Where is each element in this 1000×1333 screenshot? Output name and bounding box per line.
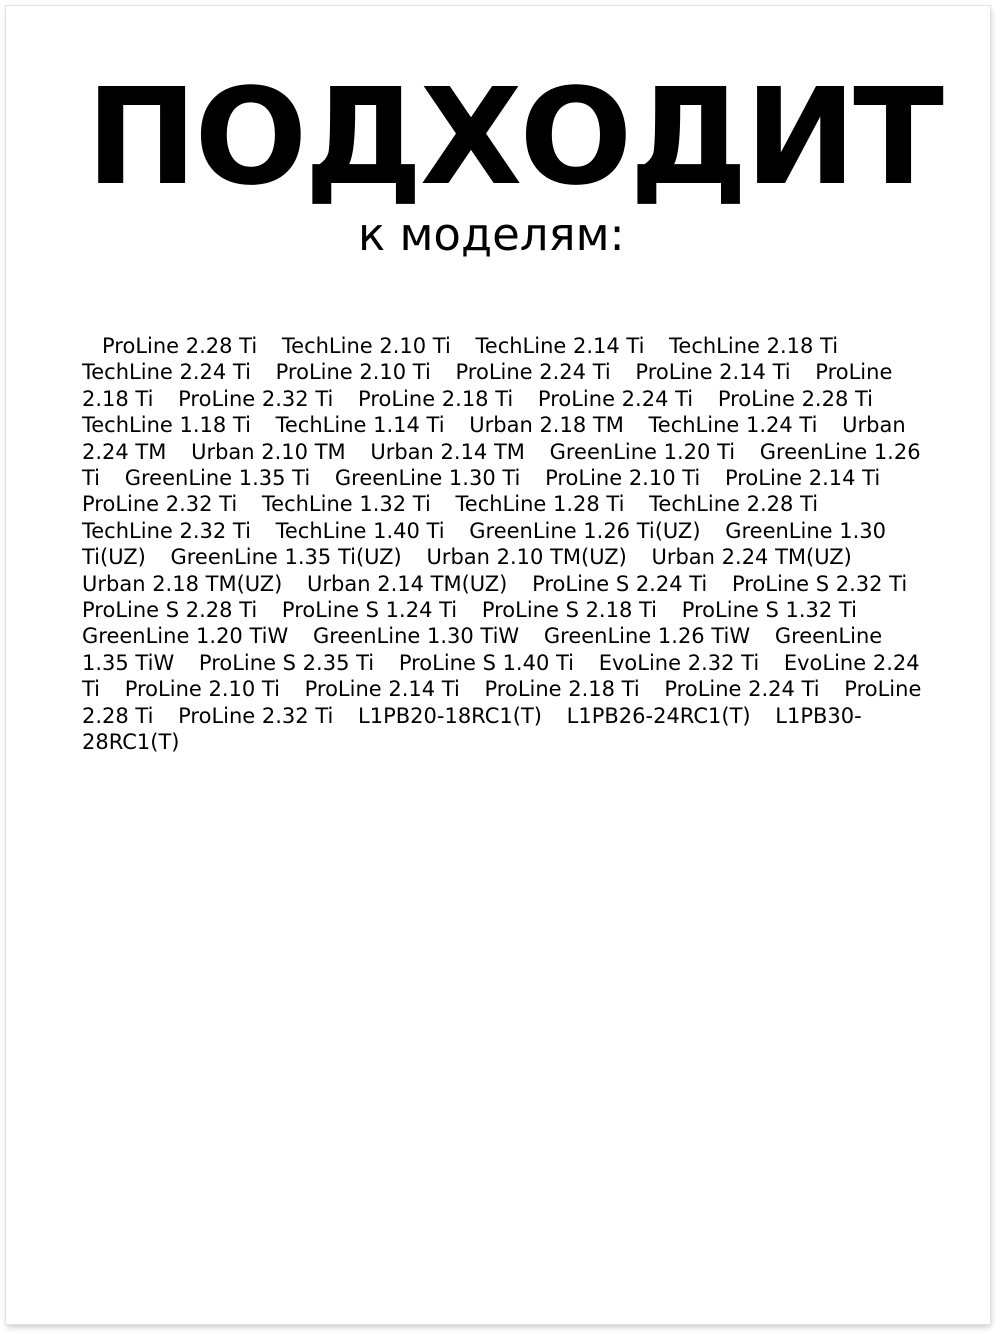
- model-item: GreenLine 1.20 Ti: [549, 439, 736, 464]
- model-item: TechLine 2.18 Ti: [669, 334, 839, 358]
- model-item: ProLine 2.10 Ti: [545, 466, 701, 491]
- model-item: ProLine S 2.35 Ti: [198, 650, 375, 675]
- model-item: ProLine 2.14 Ti: [724, 466, 881, 491]
- page-title: ПОДХОДИТ: [86, 61, 941, 215]
- model-item: ProLine 2.10 Ti: [275, 360, 431, 385]
- model-item: ProLine S 2.32 Ti: [731, 571, 908, 596]
- model-item: GreenLine 1.35 TiW: [82, 624, 883, 675]
- model-item: GreenLine 1.26 Ti: [82, 439, 921, 491]
- model-item: TechLine 1.14 Ti: [275, 413, 445, 438]
- model-item: ProLine 2.14 Ti: [635, 360, 791, 385]
- model-item: ProLine 2.32 Ti: [178, 386, 334, 411]
- model-item: GreenLine 1.30 Ti(UZ): [82, 518, 886, 570]
- model-item: ProLine 2.32 Ti: [178, 703, 334, 728]
- model-item: ProLine 2.18 Ti: [484, 677, 640, 702]
- model-item: L1PB26-24RC1(T): [566, 703, 751, 728]
- model-item: GreenLine 1.26 Ti(UZ): [469, 518, 701, 543]
- model-item: TechLine 2.14 Ti: [475, 334, 645, 358]
- model-item: ProLine 2.28 Ti: [717, 386, 874, 411]
- model-item: TechLine 1.32 Ti: [261, 492, 431, 517]
- model-item: EvoLine 2.32 Ti: [598, 650, 760, 675]
- model-item: TechLine 1.28 Ti: [455, 492, 625, 517]
- model-item: L1PB30-28RC1(T): [82, 703, 862, 755]
- model-item: GreenLine 1.20 TiW: [82, 624, 289, 649]
- model-item: GreenLine 1.30 Ti: [334, 466, 521, 491]
- model-item: Urban 2.14 TM: [370, 439, 525, 464]
- model-item: ProLine 2.24 Ti: [455, 360, 611, 385]
- model-item: ProLine S 2.28 Ti: [82, 598, 258, 623]
- model-item: TechLine 1.18 Ti: [82, 413, 251, 438]
- model-item: ProLine 2.18 Ti: [358, 386, 514, 411]
- product-card: [6, 6, 990, 1324]
- page-subtitle: к моделям:: [358, 208, 625, 261]
- model-item: TechLine 2.28 Ti: [649, 492, 819, 517]
- model-item: Urban 2.10 TM: [191, 439, 346, 464]
- model-item: L1PB20-18RC1(T): [358, 703, 542, 728]
- model-item: TechLine 2.10 Ti: [281, 334, 451, 358]
- model-item: TechLine 1.24 Ti: [648, 413, 818, 438]
- model-item: ProLine 2.14 Ti: [304, 677, 460, 702]
- model-item: TechLine 2.24 Ti: [82, 360, 251, 385]
- model-item: Urban 2.18 TM: [469, 413, 624, 438]
- model-item: GreenLine 1.26 TiW: [543, 624, 751, 649]
- model-item: ProLine S 1.32 Ti: [681, 598, 857, 623]
- model-item: ProLine S 1.40 Ti: [398, 650, 575, 675]
- model-item: ProLine S 2.18 Ti: [481, 598, 658, 623]
- model-item: Urban 2.24 TM(UZ): [651, 545, 852, 570]
- model-item: GreenLine 1.35 Ti(UZ): [170, 545, 402, 570]
- model-item: TechLine 1.40 Ti: [275, 518, 445, 543]
- model-item: Urban 2.14 TM(UZ): [307, 571, 508, 596]
- model-item: ProLine 2.18 Ti: [82, 360, 893, 411]
- model-item: GreenLine 1.35 Ti: [124, 466, 311, 491]
- model-item: EvoLine 2.24 Ti: [82, 650, 920, 702]
- model-item: ProLine S 2.24 Ti: [532, 571, 708, 596]
- model-item: ProLine S 1.24 Ti: [281, 598, 458, 623]
- model-item: TechLine 2.32 Ti: [82, 518, 251, 543]
- model-item: Urban 2.10 TM(UZ): [426, 545, 627, 570]
- model-item: Urban 2.18 TM(UZ): [82, 571, 283, 596]
- model-item: ProLine 2.24 Ti: [664, 677, 820, 702]
- model-item: GreenLine 1.30 TiW: [312, 624, 520, 649]
- model-item: ProLine 2.24 Ti: [537, 386, 694, 411]
- model-item: ProLine 2.28 Ti: [102, 334, 258, 358]
- model-item: ProLine 2.28 Ti: [82, 677, 922, 728]
- compatible-models-list: [82, 333, 932, 756]
- model-item: ProLine 2.32 Ti: [82, 492, 238, 517]
- model-item: Urban 2.24 TM: [82, 413, 906, 464]
- model-item: ProLine 2.10 Ti: [124, 677, 280, 702]
